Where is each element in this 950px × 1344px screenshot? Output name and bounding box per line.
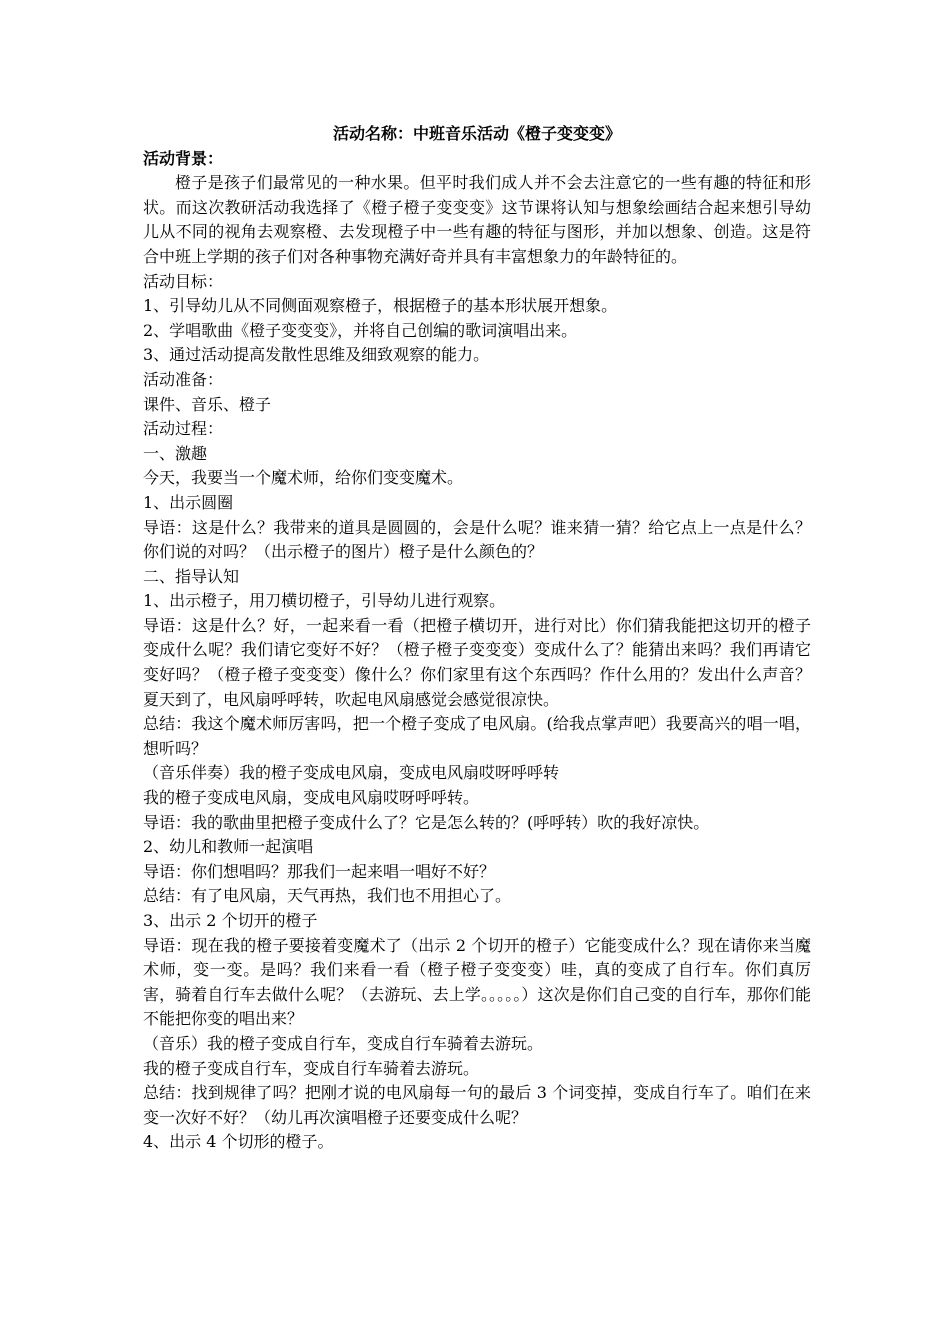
step-heading: 1、出示橙子，用刀横切橙子，引导幼儿进行观察。 [143,591,506,611]
goals-heading: 活动目标： [143,271,224,291]
paragraph: 总结：有了电风扇，天气再热，我们也不用担心了。 [143,886,512,906]
process-heading: 活动过程： [143,419,224,439]
lyric-line: 我的橙子变成自行车，变成自行车骑着去游玩。 [143,1058,480,1078]
paragraph: 导语：这是什么？我带来的道具是圆圆的，会是什么呢？谁来猜一猜？给它点上一点是什么？你们说的对吗？（出示橙子的图片）橙子是什么颜色的？ [143,517,811,562]
paragraph: 导语：现在我的橙子要接着变魔术了（出示 2 个切开的橙子）它能变成什么？现在请你来当魔术师，变一变。是吗？我们来看一看（橙子橙子变变变）哇，真的变成了自行车。你们真厉害，骑着自行车去做什么呢？（去游玩、去上学。。。。。）这次是你们自己变的自行车，那你们能不能把你变的唱出来？ [143,935,811,1029]
preparation-text: 课件、音乐、橙子 [143,394,272,414]
preparation-heading: 活动准备： [143,369,224,389]
goal-item: 3、通过活动提高发散性思维及细致观察的能力。 [143,345,490,365]
section-heading: 二、指导认知 [143,566,240,586]
step-heading: 3、出示 2 个切开的橙子 [143,911,318,930]
paragraph: 导语：这是什么？好，一起来看一看（把橙子横切开，进行对比）你们猜我能把这切开的橙子变成什么呢？我们请它变好不好？（橙子橙子变变变）变成什么了？能猜出来吗？我们再请它变好吗？（橙子橙子变变变）像什么？你们家里有这个东西吗？作什么用的？发出什么声音？夏天到了，电风扇呼呼转，吹起电风扇感觉会感觉很凉快。 [143,615,811,709]
goal-item: 2、学唱歌曲《橙子变变变》，并将自己创编的歌词演唱出来。 [143,320,578,340]
background-heading: 活动背景： [143,148,224,168]
lyric-line: （音乐）我的橙子变成自行车，变成自行车骑着去游玩。 [143,1033,544,1053]
paragraph: 总结：我这个魔术师厉害吗，把一个橙子变成了电风扇。(给我点掌声吧）我要高兴的唱一唱，想听吗？ [143,714,811,758]
paragraph: 总结：找到规律了吗？把刚才说的电风扇每一句的最后 3 个词变掉，变成自行车了。咱们在来变一次好不好？（幼儿再次演唱橙子还要变成什么呢？ [143,1083,811,1127]
step-heading: 4、出示 4 个切形的橙子。 [143,1132,334,1152]
step-heading: 2、幼儿和教师一起演唱 [143,837,314,857]
paragraph: 导语：你们想唱吗？那我们一起来唱一唱好不好？ [143,861,496,881]
paragraph: 导语：我的歌曲里把橙子变成什么了？它是怎么转的？(呼呼转）吹的我好凉快。 [143,812,710,832]
lyric-line: 我的橙子变成电风扇，变成电风扇哎呀呼呼转。 [143,788,480,808]
background-paragraph: 橙子是孩子们最常见的一种水果。但平时我们成人并不会去注意它的一些有趣的特征和形状。而这次教研活动我选择了《橙子橙子变变变》这节课将认知与想象绘画结合起来想引导幼儿从不同的视角去观察橙、去发现橙子中一些有趣的特征与图形，并加以想象、创造。这是符合中班上学期的孩子们对各种事物充满好奇并具有丰富想象力的年龄特征的。 [143,173,811,266]
document-page [143,122,811,1155]
goal-item: 1、引导幼儿从不同侧面观察橙子，根据橙子的基本形状展开想象。 [143,296,618,316]
section-heading: 一、激趣 [143,443,208,463]
step-heading: 1、出示圆圈 [143,492,234,512]
paragraph: 今天，我要当一个魔术师，给你们变变魔术。 [143,468,464,488]
document-title: 活动名称：中班音乐活动《橙子变变变》 [332,124,621,143]
lyric-line: （音乐伴奏）我的橙子变成电风扇，变成电风扇哎呀呼呼转 [143,763,560,783]
